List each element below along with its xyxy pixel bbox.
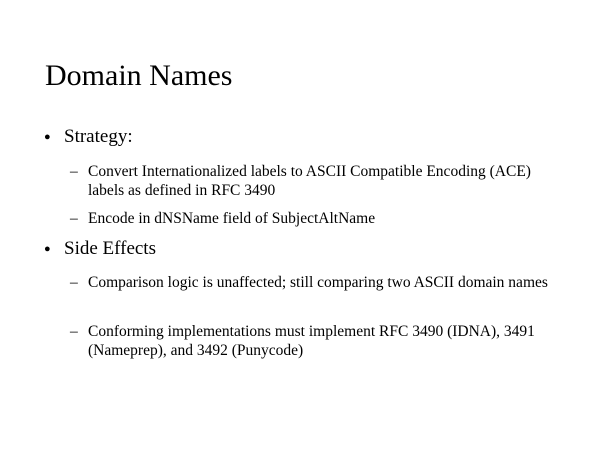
- bullet-icon: ●: [44, 243, 51, 255]
- sub-bullet-text: Comparison logic is unaffected; still comparing two ASCII domain names: [88, 274, 548, 291]
- sub-bullet-text: Conforming implementations must implement RFC 3490 (IDNA), 3491 (Nameprep), and 3492 (Punycode): [88, 323, 535, 359]
- sub-bullet-comparison-logic: [70, 273, 560, 292]
- bullet-icon: ●: [44, 131, 51, 143]
- dash-icon: –: [70, 274, 78, 291]
- sub-bullet-conforming-implementations: [70, 322, 560, 360]
- sub-bullet-text: Convert Internationalized labels to ASCII Compatible Encoding (ACE) labels as defined in RFC 3490: [88, 163, 531, 199]
- slide-title: Domain Names: [45, 59, 233, 92]
- dash-icon: –: [70, 323, 78, 340]
- dash-icon: –: [70, 163, 78, 180]
- dash-icon: –: [70, 210, 78, 227]
- sub-bullet-convert-ace: [70, 162, 560, 200]
- bullet-text: Strategy:: [64, 126, 133, 147]
- sub-bullet-encode-dnsname: [70, 209, 560, 228]
- bullet-text: Side Effects: [64, 238, 156, 259]
- sub-bullet-text: Encode in dNSName field of SubjectAltName: [88, 210, 376, 227]
